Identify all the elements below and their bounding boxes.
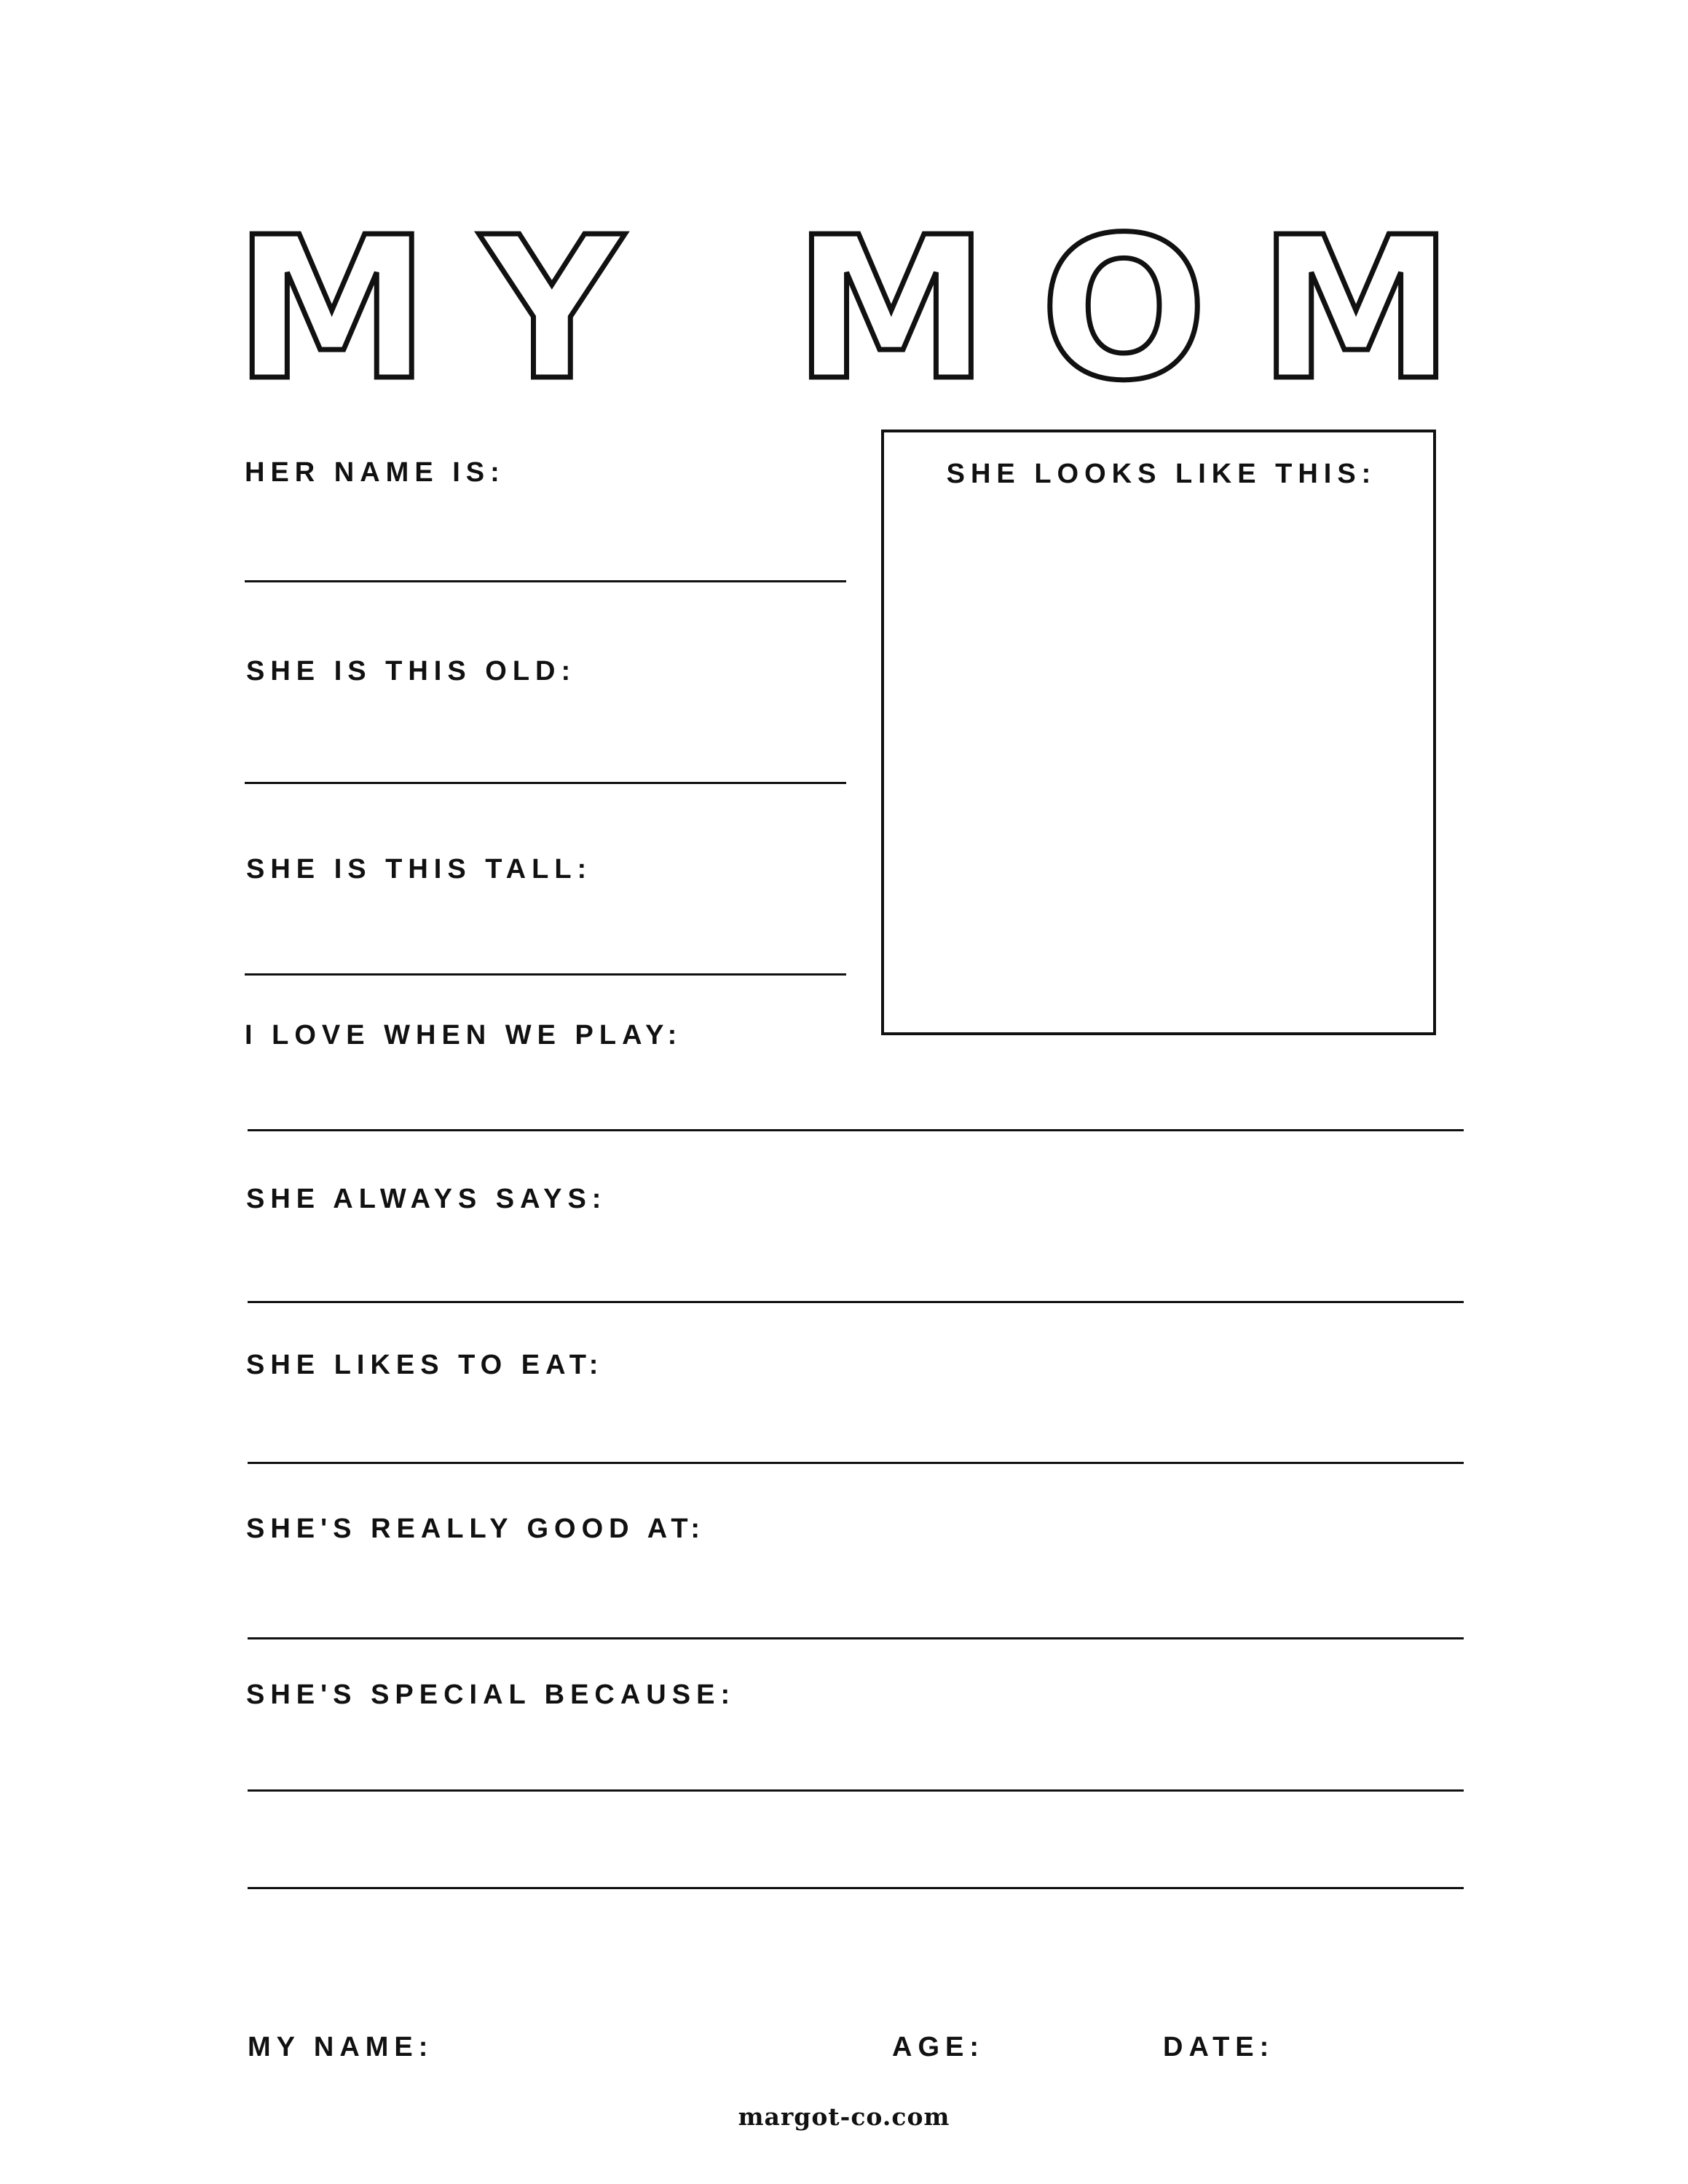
website-credit: margot-co.com bbox=[738, 2102, 950, 2131]
play-line[interactable] bbox=[248, 1129, 1464, 1131]
eat-label: SHE LIKES TO EAT: bbox=[246, 1350, 604, 1380]
photo-box[interactable] bbox=[881, 430, 1436, 1035]
footer-age-label: AGE: bbox=[892, 2032, 985, 2062]
page-title: MY MOM bbox=[234, 194, 1505, 424]
my-name-label: MY NAME: bbox=[248, 2032, 434, 2062]
her-name-label: HER NAME IS: bbox=[245, 457, 505, 488]
photo-box-label: SHE LOOKS LIKE THIS: bbox=[946, 459, 1377, 489]
her-name-line[interactable] bbox=[245, 580, 846, 582]
eat-line[interactable] bbox=[248, 1462, 1464, 1464]
good-at-label: SHE'S REALLY GOOD AT: bbox=[246, 1514, 706, 1544]
height-label: SHE IS THIS TALL: bbox=[246, 854, 593, 885]
special-line-1[interactable] bbox=[248, 1789, 1464, 1792]
says-label: SHE ALWAYS SAYS: bbox=[246, 1184, 607, 1214]
age-label: SHE IS THIS OLD: bbox=[246, 656, 577, 687]
says-line[interactable] bbox=[248, 1301, 1464, 1303]
good-at-line[interactable] bbox=[248, 1637, 1464, 1639]
age-line[interactable] bbox=[245, 782, 846, 784]
special-line-2[interactable] bbox=[248, 1887, 1464, 1889]
special-label: SHE'S SPECIAL BECAUSE: bbox=[246, 1679, 736, 1710]
height-line[interactable] bbox=[245, 973, 846, 976]
play-label: I LOVE WHEN WE PLAY: bbox=[245, 1020, 683, 1051]
date-label: DATE: bbox=[1163, 2032, 1275, 2062]
